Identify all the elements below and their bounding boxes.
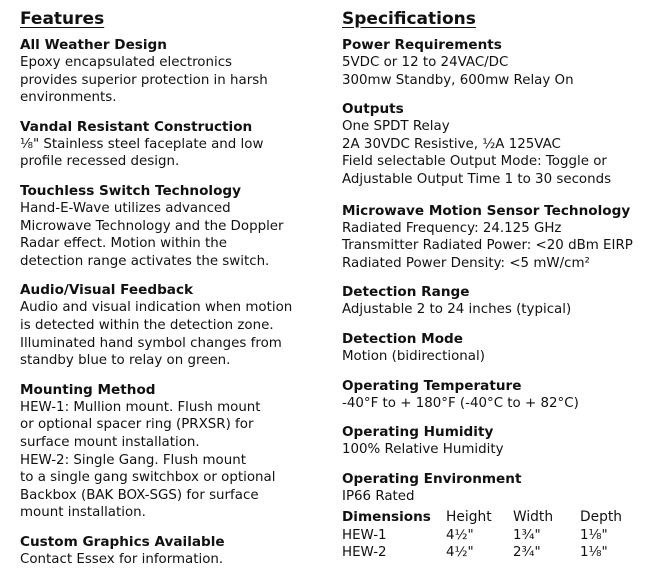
spec-operating-humidity (342, 423, 652, 459)
feature-text-line: to a single gang switchbox or optional (20, 470, 276, 486)
feature-text-line: Backbox (BAK BOX-SGS) for surface (20, 487, 259, 503)
feature-text-line: or optional spacer ring (PRXSR) for (20, 417, 254, 433)
height-cell: 4½" (446, 527, 474, 543)
feature-title: Touchless Switch Technology (20, 182, 242, 199)
feature-text-line: surface mount installation. (20, 434, 200, 450)
feature-text-line: Radar effect. Motion within the (20, 236, 228, 252)
spec-text-line: Field selectable Output Mode: Toggle or (342, 154, 607, 170)
table-row (342, 527, 640, 545)
spec-microwave-sensor (342, 202, 652, 273)
feature-text-line: profile recessed design. (20, 154, 180, 170)
specifications-heading: Specifications (342, 9, 476, 29)
spec-text-line: 2A 30VDC Resistive, ½A 125VAC (342, 136, 561, 152)
column-header-width: Width (513, 509, 554, 526)
spec-operating-environment (342, 470, 652, 506)
model-cell: HEW-1 (342, 527, 387, 543)
feature-text-line: provides superior protection in harsh (20, 72, 268, 88)
spec-text-line: Transmitter Radiated Power: <20 dBm EIRP (342, 238, 633, 254)
spec-detection-mode (342, 330, 652, 366)
dimensions-header-row (342, 509, 640, 527)
spec-text-line: IP66 Rated (342, 488, 415, 504)
column-header-height: Height (446, 509, 492, 526)
feature-title: Audio/Visual Feedback (20, 282, 194, 299)
feature-text-line: Illuminated hand symbol changes from (20, 335, 282, 351)
feature-all-weather-design (20, 36, 320, 107)
spec-operating-temperature (342, 377, 652, 413)
depth-cell: 1⅛" (580, 527, 608, 543)
feature-text-line: environments. (20, 90, 117, 106)
feature-text-line: Hand-E-Wave utilizes advanced (20, 200, 231, 216)
spec-detection-range (342, 283, 652, 319)
feature-title: Mounting Method (20, 381, 156, 398)
feature-text-line: Epoxy encapsulated electronics (20, 55, 233, 70)
spec-power-requirements (342, 36, 652, 89)
table-row (342, 544, 640, 562)
specifications-column (342, 8, 652, 562)
model-cell: HEW-2 (342, 545, 387, 561)
spec-text-line: 100% Relative Humidity (342, 442, 504, 458)
height-cell: 4½" (446, 545, 474, 561)
feature-text-line: HEW-2: Single Gang. Flush mount (20, 452, 246, 468)
spec-text-line: One SPDT Relay (342, 119, 450, 135)
feature-text-line: Microwave Technology and the Doppler (20, 218, 284, 234)
features-heading: Features (20, 9, 105, 29)
spec-title: Operating Humidity (342, 424, 494, 441)
feature-text-line: Contact Essex for information. (20, 551, 224, 567)
feature-text-line: ⅛" Stainless steel faceplate and low (20, 136, 264, 152)
feature-text-line: mount installation. (20, 505, 146, 521)
feature-audio-visual-feedback (20, 281, 320, 369)
feature-text-line: is detected within the detection zone. (20, 317, 274, 333)
feature-title: Vandal Resistant Construction (20, 118, 253, 135)
spec-text-line: Radiated Frequency: 24.125 GHz (342, 220, 562, 236)
column-header-depth: Depth (580, 509, 623, 526)
dimensions-table-wrapper (342, 509, 652, 562)
spec-title: Outputs (342, 101, 404, 118)
spec-text-line: 300mw Standby, 600mw Relay On (342, 72, 574, 88)
feature-vandal-resistant (20, 118, 320, 171)
spec-title: Microwave Motion Sensor Technology (342, 202, 631, 219)
spec-title: Power Requirements (342, 37, 502, 53)
spec-title: Operating Environment (342, 470, 522, 487)
spec-text-line: Adjustable 2 to 24 inches (typical) (342, 302, 572, 318)
width-cell: 2¾" (513, 545, 541, 561)
feature-text-line: HEW-1: Mullion mount. Flush mount (20, 399, 261, 415)
spec-text-line: Motion (bidirectional) (342, 348, 485, 364)
feature-title: All Weather Design (20, 37, 167, 53)
width-cell: 1¾" (513, 527, 541, 543)
spec-title: Operating Temperature (342, 377, 522, 394)
dimensions-table (342, 509, 640, 562)
spec-text-line: -40°F to + 180°F (-40°C to + 82°C) (342, 395, 579, 411)
feature-touchless-switch (20, 182, 320, 270)
feature-text-line: standby blue to relay on green. (20, 353, 231, 369)
features-column (20, 8, 320, 568)
spec-text-line: 5VDC or 12 to 24VAC/DC (342, 55, 509, 70)
feature-title: Custom Graphics Available (20, 533, 225, 550)
feature-text-line: Audio and visual indication when motion (20, 300, 293, 316)
feature-text-line: detection range activates the switch. (20, 253, 270, 269)
feature-mounting-method (20, 381, 320, 522)
feature-custom-graphics (20, 533, 320, 569)
dimensions-title: Dimensions (342, 509, 431, 526)
spec-text-line: Adjustable Output Time 1 to 30 seconds (342, 171, 612, 187)
spec-outputs (342, 100, 652, 188)
spec-title: Detection Mode (342, 330, 464, 347)
depth-cell: 1⅛" (580, 545, 608, 561)
spec-text-line: Radiated Power Density: <5 mW/cm² (342, 255, 590, 271)
spec-title: Detection Range (342, 284, 470, 301)
